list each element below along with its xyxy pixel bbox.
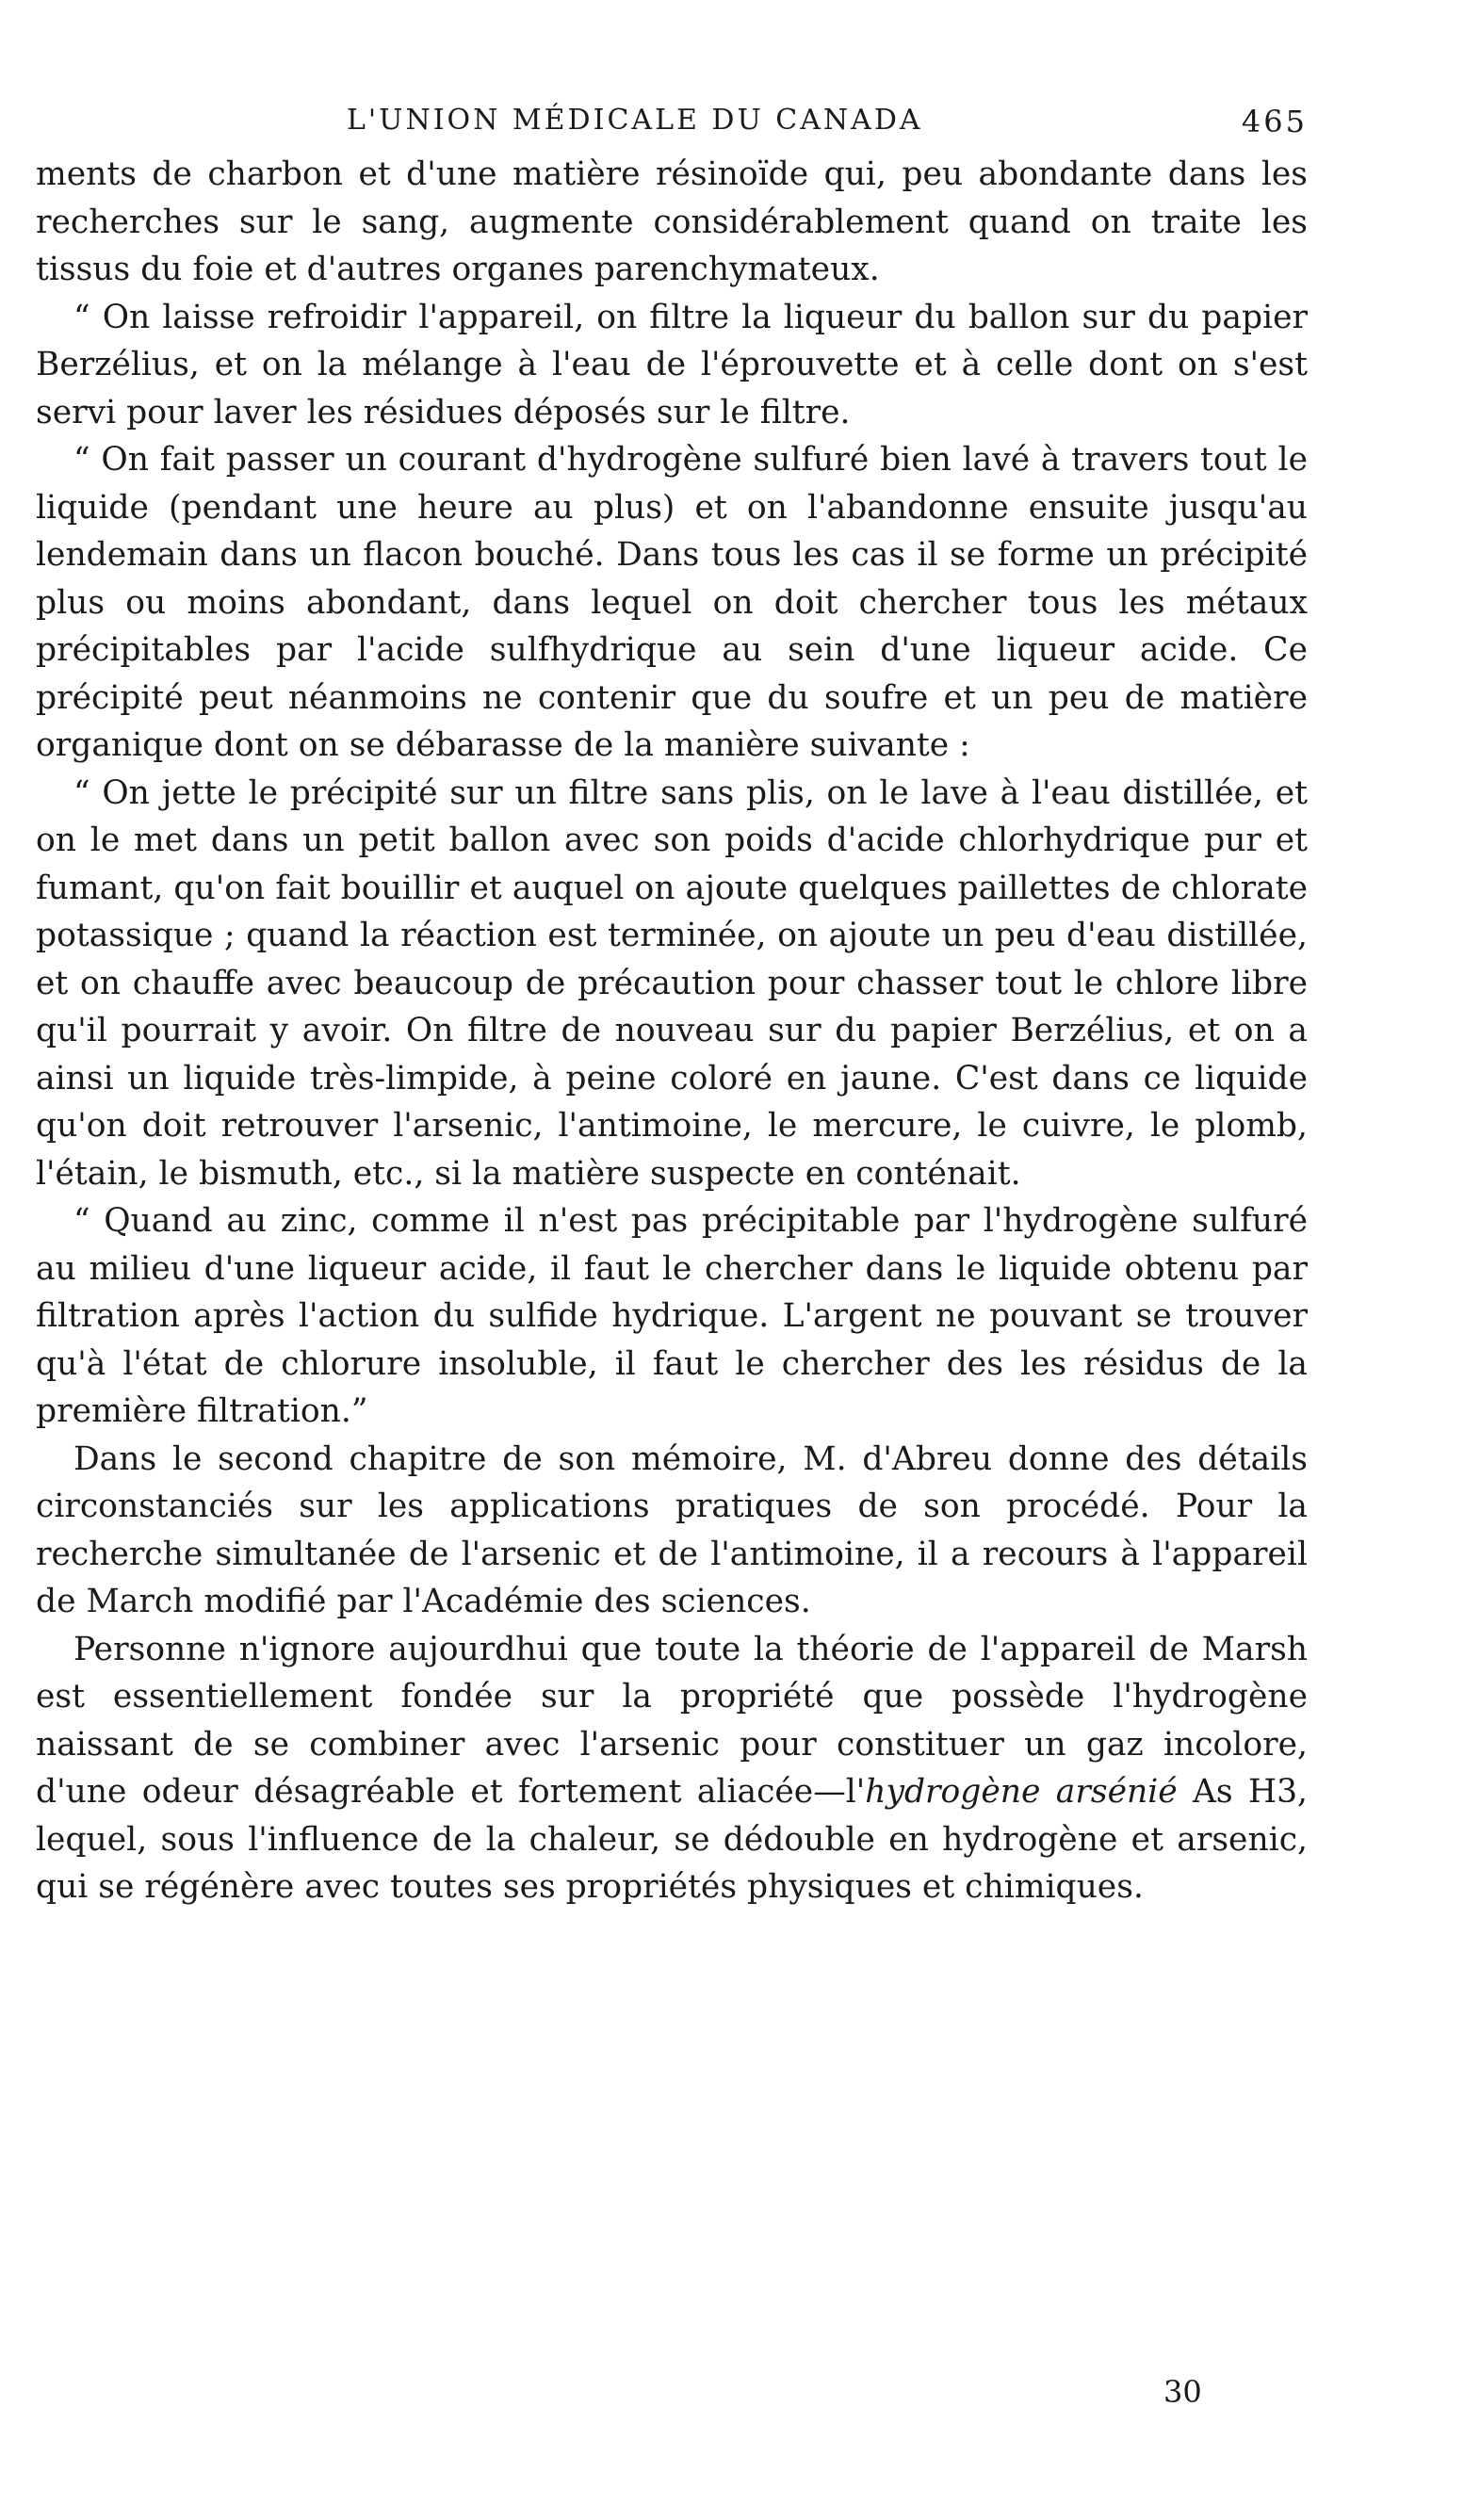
paragraph: Dans le second chapitre de son mémoire, M. d'Abreu donne des détails circonstanciés sur les applications pratiques de son procédé. Pour la recherche simultanée de l'arsenic et de l'antimoine, il a recours à l'appareil de March modifié par l'Académie des sciences.: [36, 1439, 1308, 1620]
running-title: L'UNION MÉDICALE DU CANADA: [347, 104, 923, 137]
paragraph: “ Quand au zinc, comme il n'est pas précipitable par l'hydrogène sulfuré au milieu d'une liqueur acide, il faut le chercher dans le liquide obtenu par filtration après l'action du sulfide hydrique. L'argent ne pouvant se trouver qu'à l'état de chlorure insoluble, il faut le chercher des les résidus de la première filtration.”: [36, 1202, 1308, 1430]
paragraph: ments de charbon et d'une matière résinoïde qui, peu abondante dans les recherches sur le sang, augmente considérablement quand on traite les tissus du foie et d'autres organes parenchymateux.: [36, 155, 1308, 288]
italic-term: hydrogène arsénié: [865, 1773, 1178, 1811]
document-page: [36, 94, 1308, 1911]
paragraph: “ On jette le précipité sur un filtre sans plis, on le lave à l'eau distillée, et on le met dans un petit ballon avec son poids d'acide chlorhydrique pur et fumant, qu'on fait bouillir et auquel on ajoute quelques paillettes de chlorate potassique ; quand la réaction est terminée, on ajoute un peu d'eau distillée, et on chauffe avec beaucoup de précaution pour chasser tout le chlore libre qu'il pourrait y avoir. On filtre de nouveau sur du papier Berzélius, et on a ainsi un liquide très-limpide, à peine coloré en jaune. C'est dans ce liquide qu'on doit retrouver l'arsenic, l'antimoine, le mercure, le cuivre, le plomb, l'étain, le bismuth, etc., si la matière suspecte en conténait.: [36, 773, 1308, 1193]
body-text: [36, 151, 1308, 1911]
paragraph: “ On laisse refroidir l'appareil, on filtre la liqueur du ballon sur du papier Berzélius, et on la mélange à l'eau de l'éprouvette et à celle dont on s'est servi pour laver les résidues déposés sur le filtre.: [36, 298, 1308, 431]
signature-mark: 30: [1163, 2374, 1202, 2410]
page-number: 465: [1241, 104, 1308, 139]
paragraph-text: As H3, lequel, sous l'influence de la chaleur, se dédouble en hydrogène et arsenic, qui se régénère avec toutes ses propriétés physiques et chimiques.: [36, 1773, 1308, 1906]
paragraph: [36, 1626, 1308, 1911]
paragraph: “ On fait passer un courant d'hydrogène sulfuré bien lavé à travers tout le liquide (pendant une heure au plus) et on l'abandonne ensuite jusqu'au lendemain dans un flacon bouché. Dans tous les cas il se forme un précipité plus ou moins abondant, dans lequel on doit chercher tous les métaux précipitables par l'acide sulfhydrique au sein d'une liqueur acide. Ce précipité peut néanmoins ne contenir que du soufre et un peu de matière organique dont on se débarasse de la manière suivante :: [36, 441, 1308, 764]
paragraph-text: Personne n'ignore aujourdhui que toute la théorie de l'appareil de Marsh est essentiellement fondée sur la propriété que possède l'hydrogène naissant de se combiner avec l'arsenic pour constituer un gaz incolore, d'une odeur désagréable et fortement aliacée—l': [36, 1630, 1308, 1811]
running-head: [36, 94, 1308, 151]
